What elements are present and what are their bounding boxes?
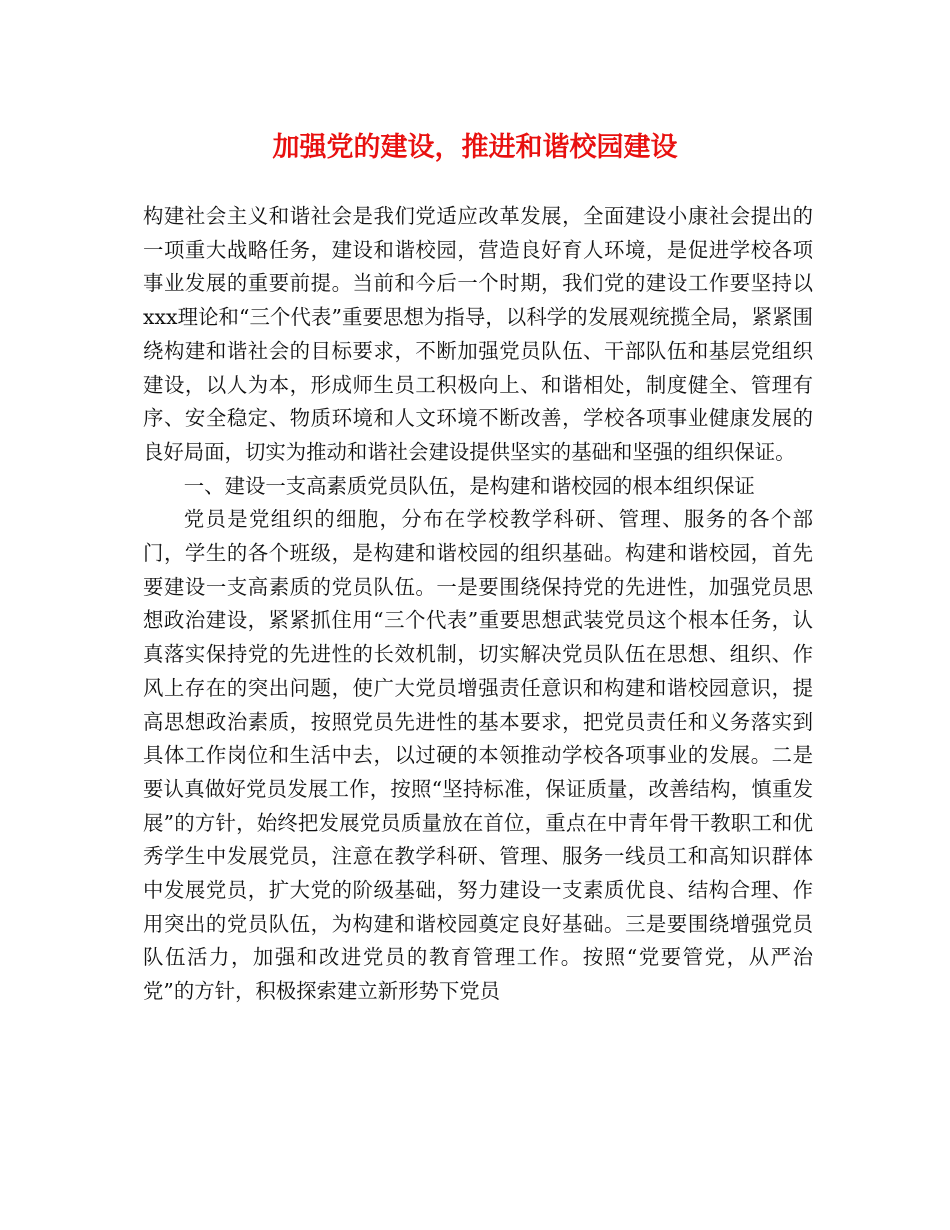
paragraph-intro: 构建社会主义和谐社会是我们党适应改革发展，全面建设小康社会提出的一项重大战略任务，建设和谐校园，营造良好育人环境，是促进学校各项事业发展的重要前提。当前和今后一个时期，我们党的建设工作要坚持以xxx理论和“三个代表”重要思想为指导，以科学的发展观统揽全局，紧紧围绕构建和谐社会的目标要求，不断加强党员队伍、干部队伍和基层党组织建设，以人为本，形成师生员工积极向上、和谐相处，制度健全、管理有序、安全稳定、物质环境和人文环境不断改善，学校各项事业健康发展的良好局面，切实为推动和谐社会建设提供坚实的基础和坚强的组织保证。 bbox=[143, 204, 813, 464]
section-heading-1: 一、建设一支高素质党员队伍，是构建和谐校园的根本组织保证 bbox=[183, 473, 755, 498]
paragraph-section-1: 党员是党组织的细胞，分布在学校教学科研、管理、服务的各个部门，学生的各个班级，是构建和谐校园的组织基础。构建和谐校园，首先要建设一支高素质的党员队伍。一是要围绕保持党的先进性，加强党员思想政治建设，紧紧抓住用“三个代表”重要思想武装党员这个根本任务，认真落实保持党的先进性的长效机制，切实解决党员队伍在思想、组织、作风上存在的突出问题，使广大党员增强责任意识和构建和谐校园意识，提高思想政治素质，按照党员先进性的基本要求，把党员责任和义务落实到具体工作岗位和生活中去，以过硬的本领推动学校各项事业的发展。二是要认真做好党员发展工作，按照“坚持标准，保证质量，改善结构，慎重发展”的方针，始终把发展党员质量放在首位，重点在中青年骨干教职工和优秀学生中发展党员，注意在教学科研、管理、服务一线员工和高知识群体中发展党员，扩大党的阶级基础，努力建设一支素质优良、结构合理、作用突出的党员队伍，为构建和谐校园奠定良好基础。三是要围绕增强党员队伍活力，加强和改进党员的教育管理工作。按照“党要管党，从严治党”的方针，积极探索建立新形势下党员 bbox=[143, 507, 813, 1004]
document-body bbox=[143, 200, 813, 1009]
document-title: 加强党的建设，推进和谐校园建设 bbox=[272, 132, 678, 163]
